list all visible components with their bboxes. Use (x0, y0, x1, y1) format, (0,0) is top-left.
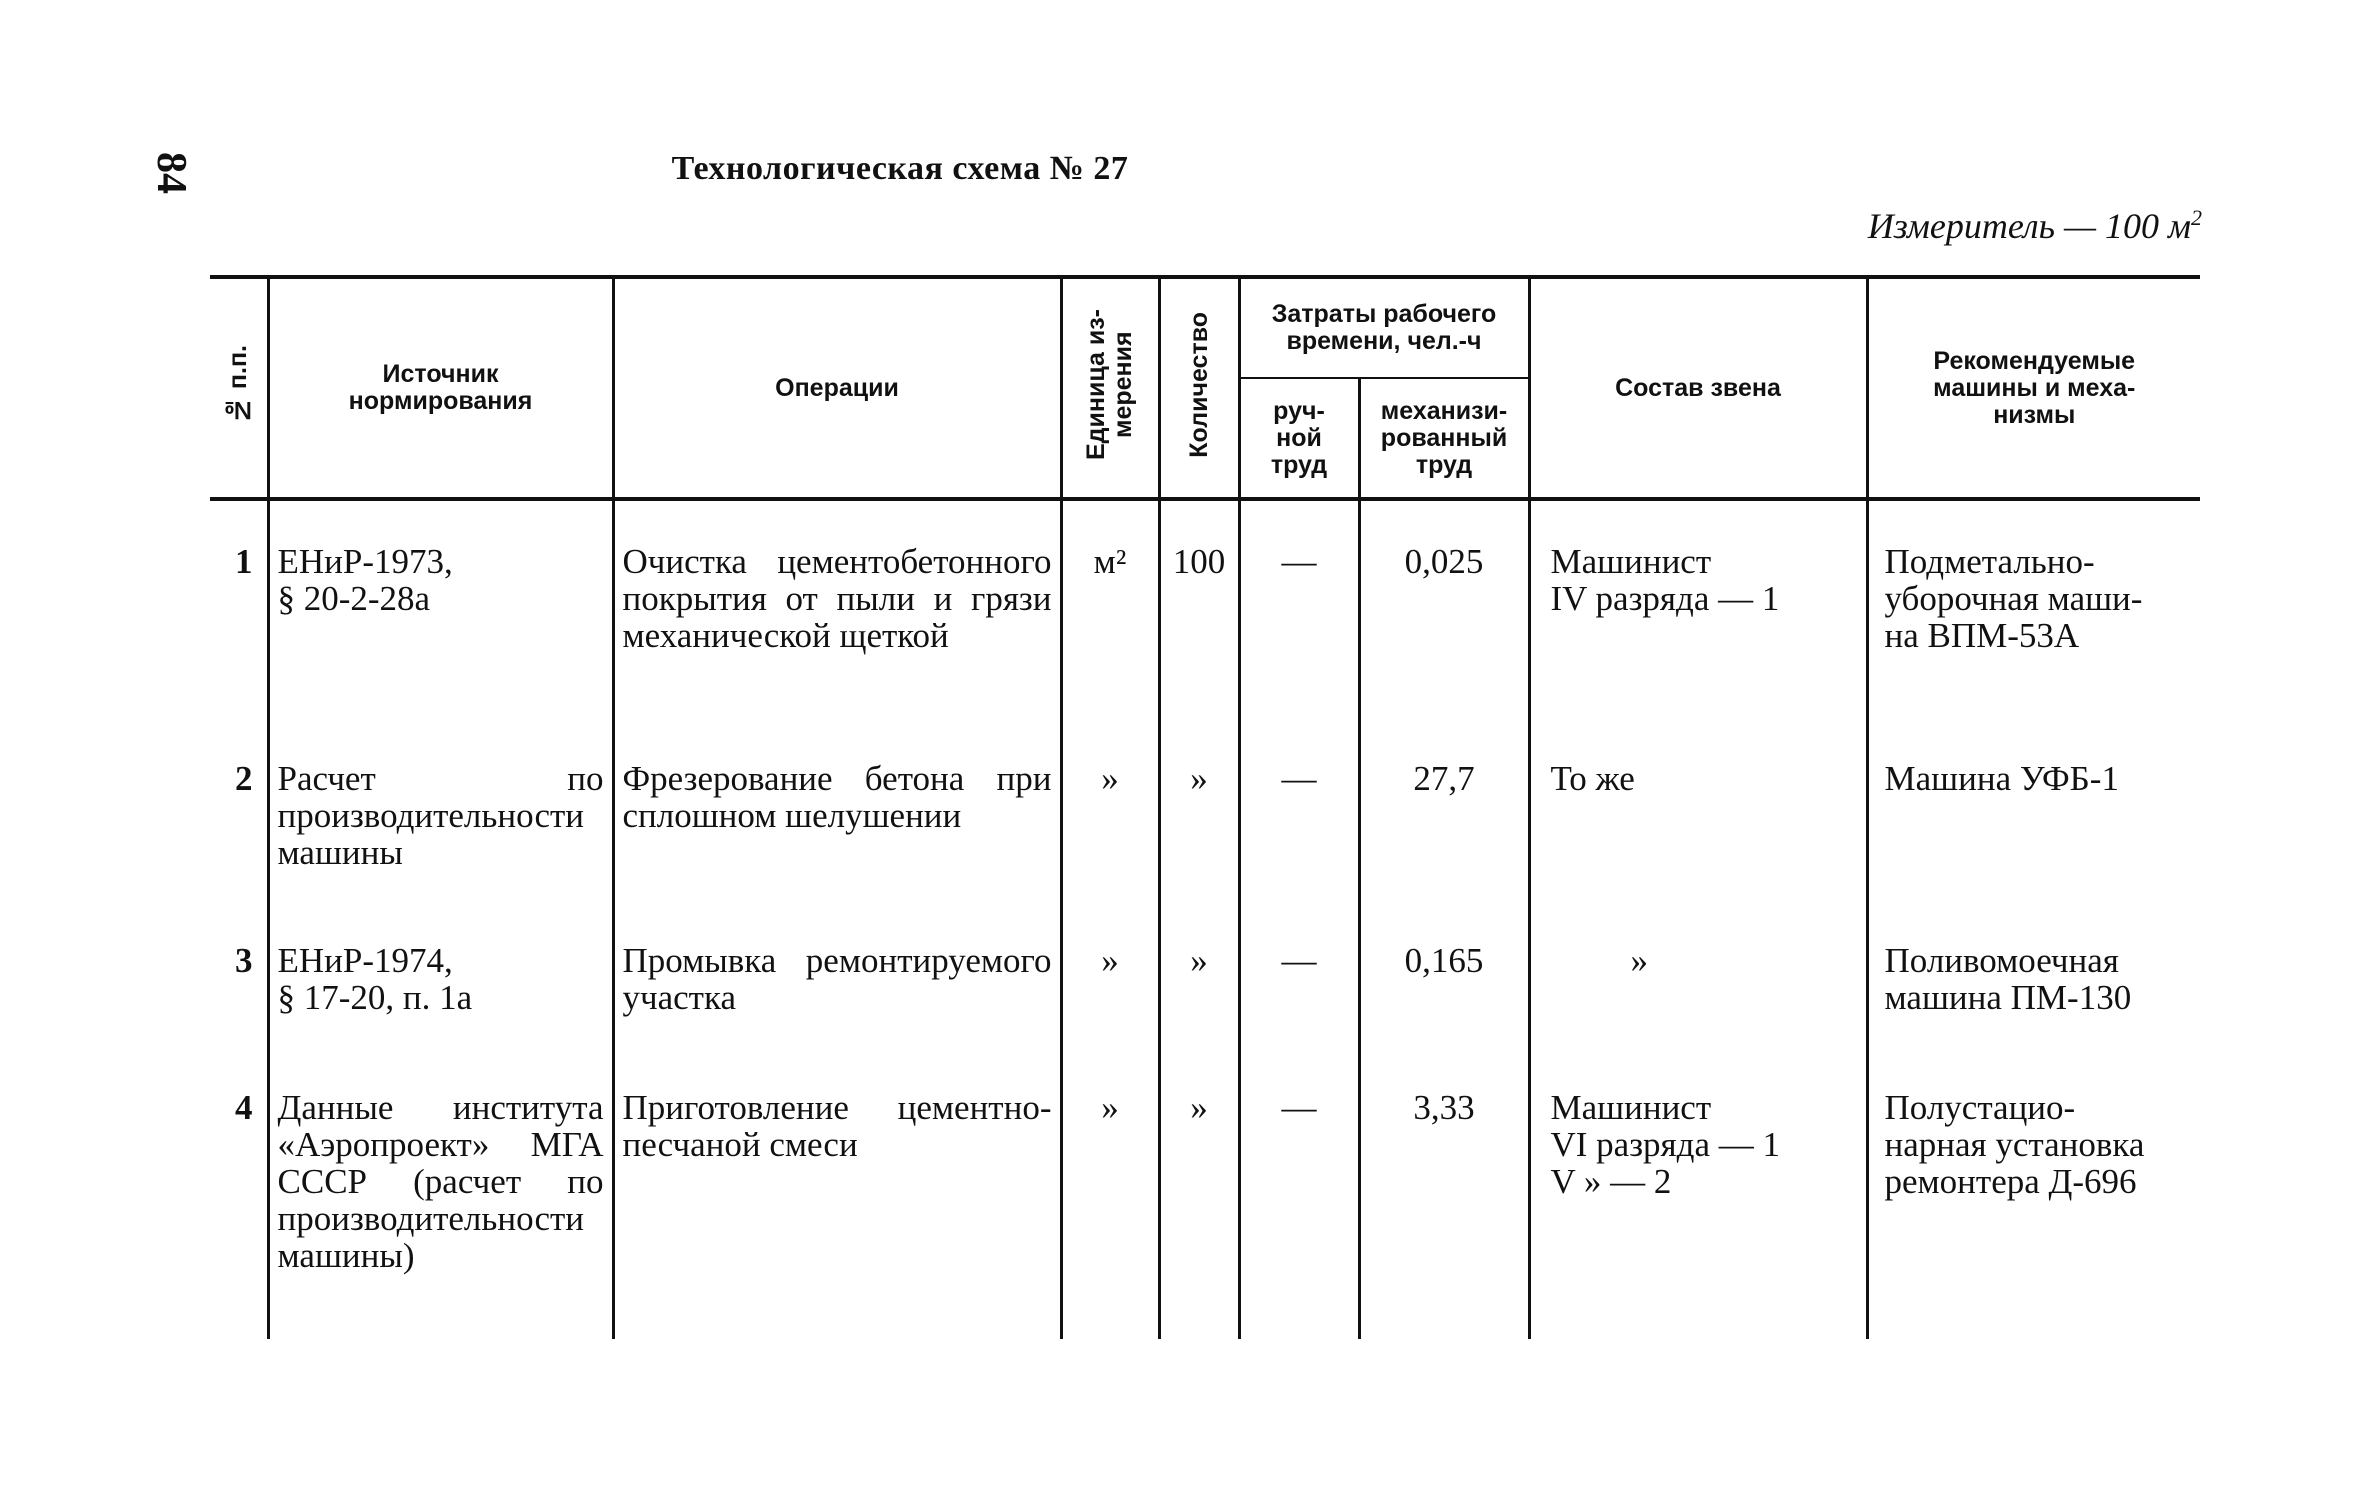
row-unit: » (1061, 718, 1159, 900)
row-source: Данные института «Аэропроект» МГА СССР (расчет по производительности машины) (268, 1047, 613, 1339)
row-machines: Машина УФБ-1 (1867, 718, 2200, 900)
row-quantity: » (1159, 900, 1239, 1047)
row-operation: Очистка цементобетонного покрытия от пыли и грязи механической щеткой (613, 499, 1061, 718)
row-machines: Полустацио- нарная установка ремонтера Д-696 (1867, 1047, 2200, 1339)
row-manual: — (1239, 718, 1359, 900)
row-source: ЕНиР-1973, § 20-2-28а (268, 499, 613, 718)
header-source: Источник нормирования (268, 277, 613, 499)
row-unit: » (1061, 1047, 1159, 1339)
header-unit: Единица из- мерения (1061, 277, 1159, 499)
row-mechanized: 3,33 (1359, 1047, 1529, 1339)
measure-unit: м (2168, 206, 2191, 246)
page-title: Технологическая схема № 27 (671, 150, 1129, 187)
measure-label (1868, 205, 2202, 247)
row-machines: Поливомоечная машина ПМ-130 (1867, 900, 2200, 1047)
row-num: 2 (210, 718, 268, 900)
row-source: Расчет по производительности машины (268, 718, 613, 900)
row-unit: » (1061, 900, 1159, 1047)
header-crew: Состав звена (1529, 277, 1867, 499)
header-operations: Операции (613, 277, 1061, 499)
measure-unit-power: 2 (2191, 205, 2202, 230)
row-num: 3 (210, 900, 268, 1047)
row-quantity: 100 (1159, 499, 1239, 718)
row-crew: » (1529, 900, 1867, 1047)
row-mechanized: 27,7 (1359, 718, 1529, 900)
row-crew: Машинист IV разряда — 1 (1529, 499, 1867, 718)
measure-text: Измеритель — 100 (1867, 206, 2160, 246)
table-row (210, 718, 2200, 900)
row-manual: — (1239, 1047, 1359, 1339)
row-mechanized: 0,025 (1359, 499, 1529, 718)
row-mechanized: 0,165 (1359, 900, 1529, 1047)
row-crew: Машинист VI разряда — 1 V » — 2 (1529, 1047, 1867, 1339)
row-num: 4 (210, 1047, 268, 1339)
table-row (210, 1047, 2200, 1339)
scheme-table (210, 275, 2200, 1339)
row-crew: То же (1529, 718, 1867, 900)
table-row (210, 900, 2200, 1047)
row-manual: — (1239, 499, 1359, 718)
header-num: № п.п. (210, 277, 268, 499)
row-unit: м² (1061, 499, 1159, 718)
row-source: ЕНиР-1974, § 17-20, п. 1а (268, 900, 613, 1047)
page-number: 84 (148, 152, 194, 194)
row-machines: Подметально- уборочная маши- на ВПМ-53А (1867, 499, 2200, 718)
row-num: 1 (210, 499, 268, 718)
header-quantity: Количество (1159, 277, 1239, 499)
row-operation: Промывка ремонтируемого участка (613, 900, 1061, 1047)
header-mechanized: механизи- рованный труд (1359, 378, 1529, 499)
header-manual: руч- ной труд (1239, 378, 1359, 499)
header-labor-costs: Затраты рабочего времени, чел.-ч (1239, 277, 1529, 378)
row-quantity: » (1159, 1047, 1239, 1339)
row-operation: Приготовление цементно-песчаной смеси (613, 1047, 1061, 1339)
row-operation: Фрезерование бетона при сплошном шелушении (613, 718, 1061, 900)
table-row (210, 499, 2200, 718)
header-machines: Рекомендуемые машины и меха- низмы (1867, 277, 2200, 499)
row-manual: — (1239, 900, 1359, 1047)
row-quantity: » (1159, 718, 1239, 900)
